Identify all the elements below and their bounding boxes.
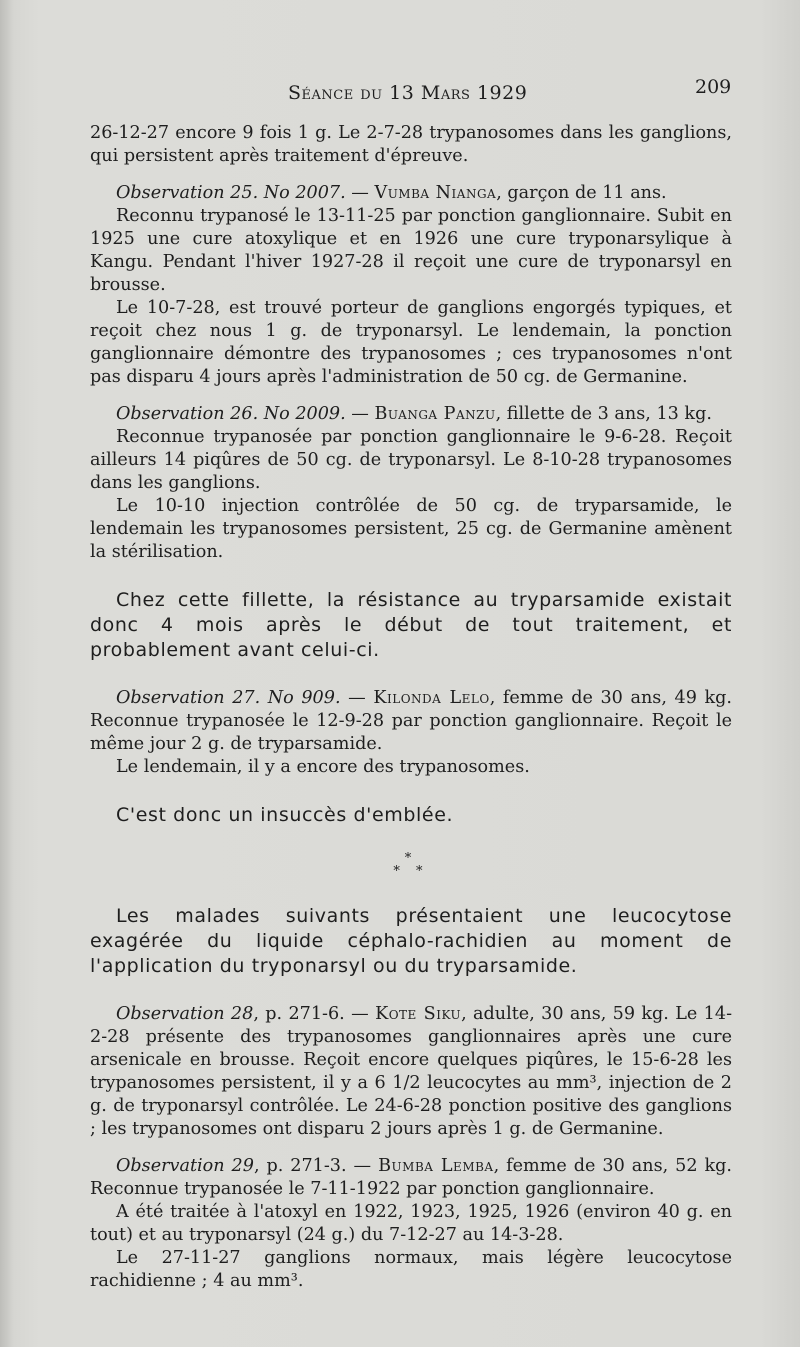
em-dash: — [345,183,375,203]
patient-details: , femme de 30 ans, 49 kg. [489,688,733,708]
observation-paragraph: Le 10-10 injection contrôlée de 50 cg. de tryparsamide, le lendemain les trypanosomes persistent, 25 cg. de Germanine amènent la stérilisation. [90,496,732,562]
em-dash: — [344,1004,376,1024]
patient-name: Buanga Panzu [374,404,496,424]
asterism-divider [90,852,732,878]
observation-label: Observation 25. No 2007. [116,183,346,203]
patient-name: Kilonda Lelo [373,688,490,708]
observation-paragraph: Reconnue trypanosée par ponction ganglionnaire le 9-6-28. Reçoit ailleurs 14 piqûres de 50 cg. de tryponarsyl. Le 8-10-28 trypanosomes dans les ganglions. [90,427,732,493]
observation-paragraph: Le 10-7-28, est trouvé porteur de ganglions engorgés typiques, et reçoit chez nous 1 g. de tryponarsyl. Le lendemain, la ponction ganglionnaire démontre des trypanosomes ; ces trypanosomes n'ont pas disparu 4 jours après l'administration de 50 cg. de Germanine. [90,298,732,387]
observation-28-paragraph [90,1003,732,1141]
patient-name: Bumba Lemba [378,1156,494,1176]
observation-25-heading [90,182,732,205]
em-dash: — [346,1156,379,1176]
patient-name: Vumba Nianga [374,183,497,203]
comment-paragraph: C'est donc un insuccès d'emblée. [116,804,454,826]
asterism-top: * [404,851,418,866]
observation-26 [90,403,732,564]
observation-label: Observation 26. No 2009. [116,404,346,424]
em-dash: — [345,404,375,424]
em-dash: — [340,688,374,708]
observation-27-heading [90,687,732,756]
page-body [90,122,732,1293]
observation-25 [90,182,732,389]
running-title: Séance du 13 Mars 1929 [288,82,528,104]
page-reference: , p. 271-3. [253,1156,347,1176]
patient-name: Kote Siku [375,1004,462,1024]
observation-label: Observation 28 [116,1004,254,1024]
intro-paragraph: 26-12-27 encore 9 fois 1 g. Le 2-7-28 trypanosomes dans les ganglions, qui persistent après traitement d'épreuve. [90,123,732,166]
comment-paragraph: Chez cette fillette, la résistance au tryparsamide existait donc 4 mois après le début de tout traitement, et probablement avant celui-ci. [90,589,732,661]
observation-paragraph: Reconnu trypanosé le 13-11-25 par ponction ganglionnaire. Subit en 1925 une cure atoxylique et en 1926 une cure tryponarsylique à Kangu. Pendant l'hiver 1927-28 il reçoit une cure de tryponarsyl en brousse. [90,206,732,295]
patient-details: , fillette de 3 ans, 13 kg. [495,404,712,424]
observation-29 [90,1155,732,1293]
observation-label: Observation 27. No 909. [116,688,341,708]
comment-block-1 [90,588,732,663]
patient-details: , garçon de 11 ans. [496,183,667,203]
observation-26-heading [90,403,732,426]
page-number: 209 [695,76,732,98]
page-header [0,76,800,110]
patient-details-continued: Reconnue trypanosée le 7-11-1922 par ponction ganglionnaire. [90,1179,655,1199]
patient-details-continued: Reconnue trypanosée le 12-9-28 par ponction ganglionnaire. Reçoit le même jour 2 g. de tryparsamide. [90,711,732,754]
observation-29-heading [90,1155,732,1201]
comment-block-3 [90,904,732,979]
patient-details: , femme de 30 ans, 52 kg. [493,1156,732,1176]
observation-paragraph: A été traitée à l'atoxyl en 1922, 1923, 1925, 1926 (environ 40 g. en tout) et au tryponarsyl (24 g.) du 7-12-27 au 14-3-28. [90,1202,732,1245]
asterism-bottom: * * [393,864,429,879]
page-reference: , p. 271-6. [253,1004,345,1024]
observation-paragraph: Le lendemain, il y a encore des trypanosomes. [116,757,530,777]
comment-block-2 [90,803,732,828]
observation-label: Observation 29 [116,1156,254,1176]
patient-details: , adulte, 30 ans, 59 kg. Le 14-2-28 présente des trypanosomes ganglionnaires après une cure arsenicale en brousse. Reçoit encore quelques piqûres, le 15-6-28 les trypanosomes persistent, il y a 6 1/2 leucocytes au mm³, injection de 2 g. de tryponarsyl contrôlée. Le 24-6-28 ponction positive des ganglions ; les trypanosomes ont disparu 2 jours après 1 g. de Germanine. [90,1004,733,1139]
observation-27 [90,687,732,779]
observation-paragraph: Le 27-11-27 ganglions normaux, mais légère leucocytose rachidienne ; 4 au mm³. [90,1248,732,1291]
comment-paragraph: Les malades suivants présentaient une leucocytose exagérée du liquide céphalo-rachidien au moment de l'application du tryponarsyl ou du tryparsamide. [90,905,732,977]
observation-28 [90,1003,732,1141]
